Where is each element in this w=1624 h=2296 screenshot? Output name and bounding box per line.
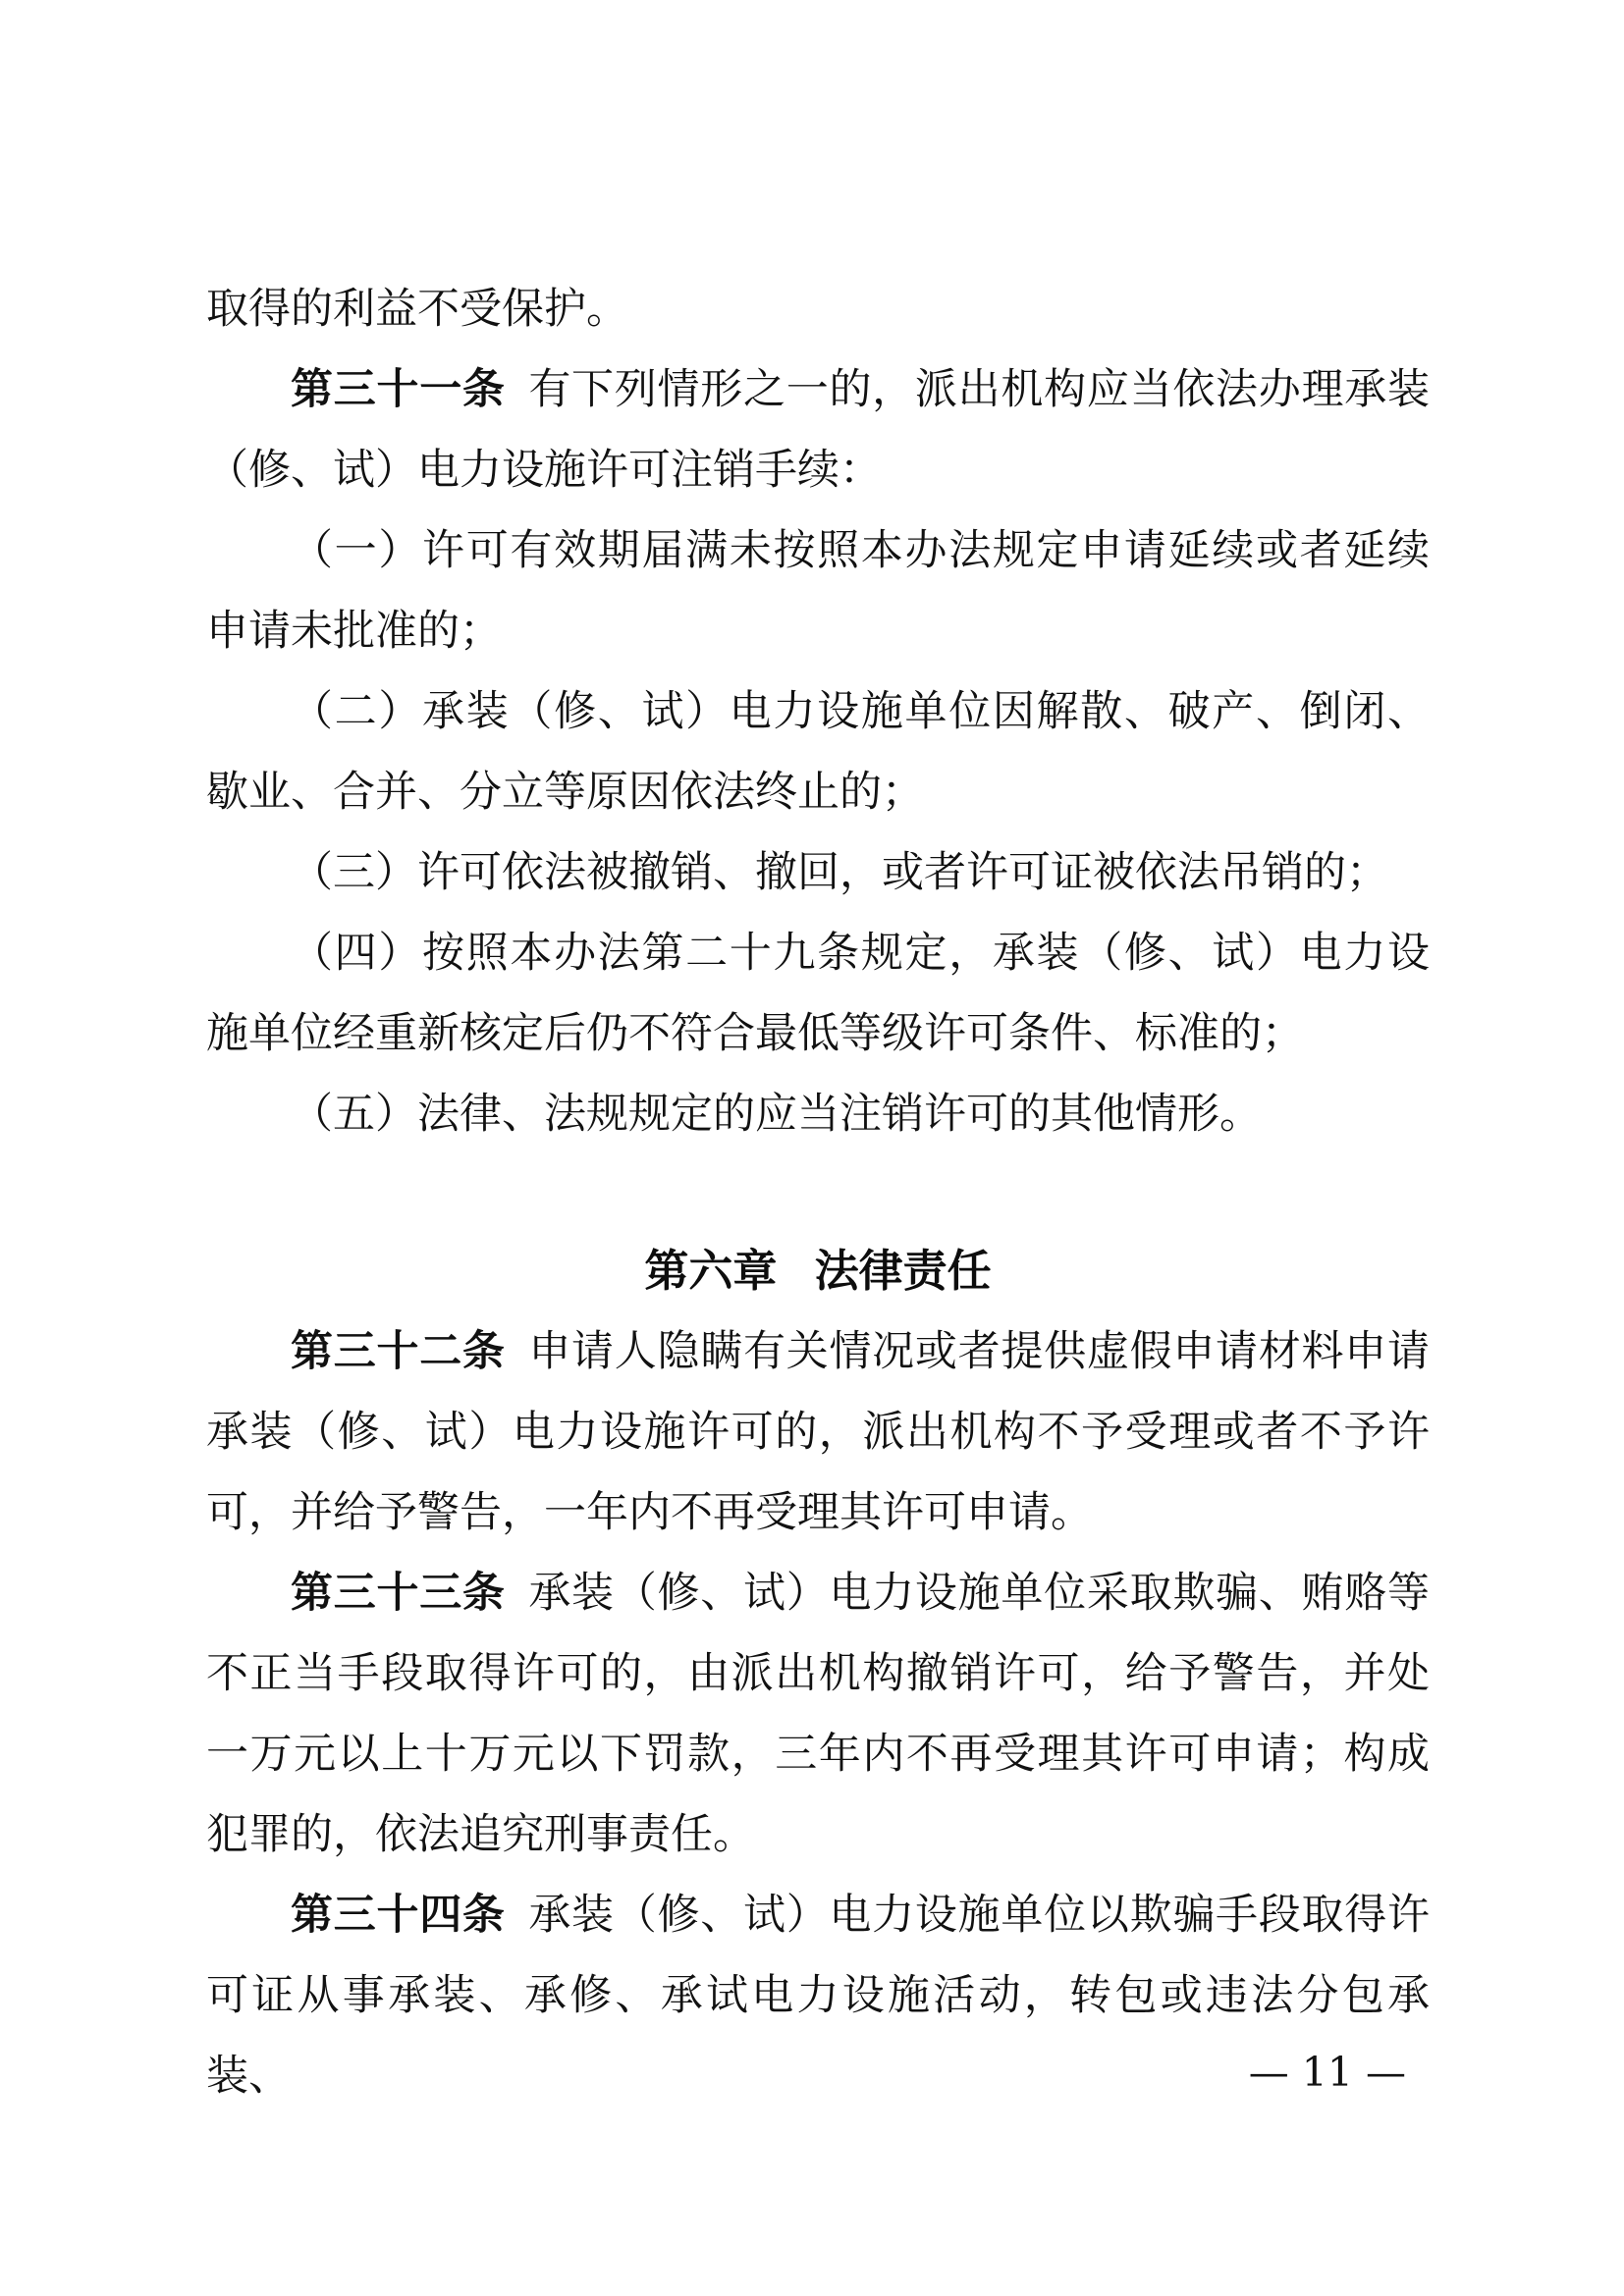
paragraph-article-34 [206,1875,1430,2116]
paragraph-item-2 [206,671,1430,832]
paragraph-item-3 [206,832,1430,913]
paragraph-text: 承装（修、试）电力设施单位以欺骗手段取得许可证从事承装、承修、承试电力设施活动，转包或违法分包承装、 [206,1891,1430,2101]
chapter-label: 第六章 [644,1245,778,1297]
paragraph-item-5 [206,1074,1430,1154]
chapter-heading [206,1231,1430,1311]
paragraph-article-31 [206,349,1430,510]
paragraph-text: 取得的利益不受保护。 [206,285,628,334]
page-number: — 11 — [1248,2049,1406,2096]
paragraph-text: 有下列情形之一的，派出机构应当依法办理承装（修、试）电力设施许可注销手续： [206,365,1430,495]
article-number: 第三十四条 [291,1891,506,1940]
paragraph-text: 承装（修、试）电力设施单位采取欺骗、贿赂等不正当手段取得许可的，由派出机构撤销许可，给予警告，并处一万元以上十万元以下罚款，三年内不再受理其许可申请；构成犯罪的，依法追究刑事责任。 [206,1569,1430,1859]
article-number: 第三十二条 [291,1327,506,1376]
article-number: 第三十一条 [291,365,506,414]
paragraph-item-1 [206,510,1430,671]
paragraph-item-4 [206,913,1430,1074]
paragraph-text: （一）许可有效期届满未按照本办法规定申请延续或者延续申请未批准的； [206,526,1430,656]
paragraph-text: （二）承装（修、试）电力设施单位因解散、破产、倒闭、歇业、合并、分立等原因依法终止的； [206,687,1430,817]
paragraph-text: （三）许可依法被撤销、撤回，或者许可证被依法吊销的； [291,848,1388,897]
article-number: 第三十三条 [291,1569,506,1618]
paragraph-article-33 [206,1553,1430,1875]
chapter-title: 法律责任 [814,1245,992,1297]
paragraph-text: 申请人隐瞒有关情况或者提供虚假申请材料申请承装（修、试）电力设施许可的，派出机构不予受理或者不予许可，并给予警告，一年内不再受理其许可申请。 [206,1327,1430,1537]
paragraph-text: （四）按照本办法第二十九条规定，承装（修、试）电力设施单位经重新核定后仍不符合最低等级许可条件、标准的； [206,929,1430,1058]
paragraph-article-32 [206,1311,1430,1553]
document-body [206,269,1430,2116]
paragraph-text: （五）法律、法规规定的应当注销许可的其他情形。 [291,1090,1262,1139]
paragraph-continuation [206,269,1430,349]
